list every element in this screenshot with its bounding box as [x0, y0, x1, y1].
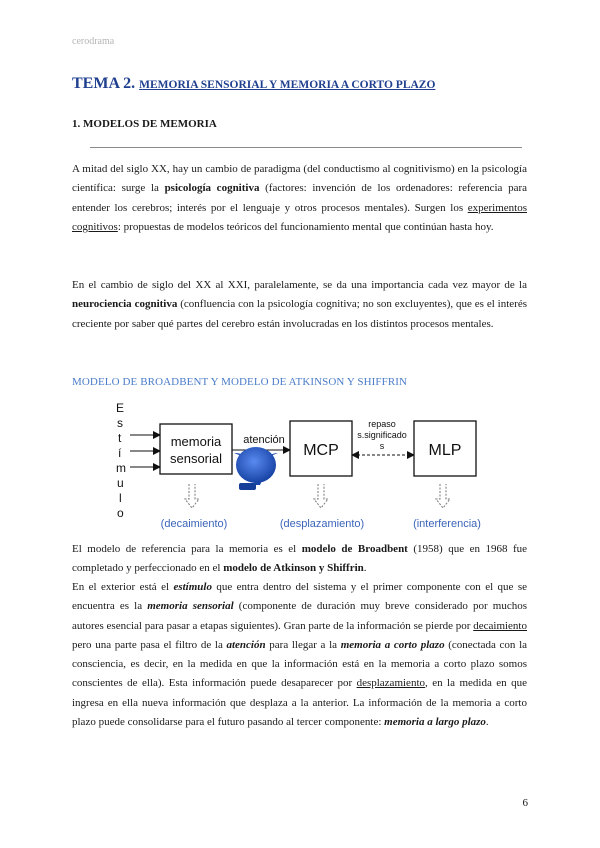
displacement-arrow-icon [314, 484, 328, 508]
paragraph-neurociencia [72, 276, 527, 334]
text-run: (confluencia con la psicología cognitiva; no son excluyentes), que es el interés creciente por saber qué partes del cerebro están involucradas en los distintos procesos mentales. [72, 298, 527, 330]
text-run: , en la medida en que ingresa en ella nueva información que desplaza a la anterior. La información de la memoria a corto plazo puede consolidarse para el futuro pasando al tercer componente: [72, 677, 528, 729]
paragraph-reference-model [72, 540, 527, 579]
page-title [72, 75, 435, 93]
text-run: pero una parte pasa el filtro de la [72, 638, 227, 651]
decay-label: (decaimiento) [160, 518, 228, 530]
bolditalic-atencion: atención [226, 638, 266, 651]
header-watermark: cerodrama [72, 36, 115, 47]
text-run: que entra dentro del sistema y el primer componente con el que se encuentra es la [72, 581, 527, 613]
text-run: (factores: invención de los ordenadores: referencia para entender los cerebros; interés por el lenguaje y otros procesos mentales). Surgen los [72, 182, 527, 214]
decay-arrow-icon [185, 484, 199, 508]
underlined-experimentos: experimentos cognitivos [72, 201, 527, 233]
stimulus-letter: o [117, 506, 124, 520]
stimulus-letters [116, 401, 126, 520]
stimulus-letter: m [116, 461, 126, 475]
stimulus-letter: u [117, 476, 124, 490]
mcp-label: MCP [303, 442, 339, 459]
text-run: (conectada con la consciencia, es decir, en la medida en que la información está en la memoria a corto plazo somos conscientes de ella). Esta información puede desaparecer por [72, 638, 528, 690]
section-divider [90, 147, 522, 148]
stimulus-letter: t [118, 431, 122, 445]
bolditalic-estimulo: estímulo [173, 581, 212, 593]
displacement-label: (desplazamiento) [279, 518, 365, 530]
underlined-decaimiento: decaimiento [473, 619, 527, 632]
stimulus-letter: s [117, 416, 123, 430]
text-run: (componente de duración muy breve considerado por muchos autores esencial para pasar a etapas siguientes). Gran parte de la información se pierde por [72, 600, 527, 632]
repaso-label-3: s [379, 441, 385, 451]
stimulus-letter: E [116, 401, 125, 415]
bolditalic-memoria-corto-plazo: memoria a corto plazo [340, 638, 445, 651]
repaso-label-1: repaso [368, 419, 396, 429]
text-run: En el cambio de siglo del XX al XXI, paralelamente, se da una importancia cada vez mayor de la [72, 279, 527, 291]
funnel-spout [239, 483, 256, 490]
section-heading-modelos: 1. MODELOS DE MEMORIA [72, 118, 217, 130]
text-run: (1958) que en 1968 fue completado y perfeccionado en el [72, 543, 528, 575]
bolditalic-memoria-sensorial: memoria sensorial [147, 600, 234, 613]
text-run: para llegar a la [265, 638, 341, 651]
interference-arrow-icon [436, 484, 450, 508]
title-main: TEMA 2. [72, 75, 136, 92]
text-run: El modelo de referencia para la memoria es el [72, 543, 302, 555]
bold-neurociencia-cognitiva: neurociencia cognitiva [72, 298, 178, 311]
section-heading-broadbent: MODELO DE BROADBENT Y MODELO DE ATKINSON Y SHIFFRIN [72, 376, 408, 388]
page-number: 6 [522, 797, 528, 809]
attention-funnel-icon [234, 447, 278, 490]
title-subtitle: MEMORIA SENSORIAL Y MEMORIA A CORTO PLAZO [139, 79, 436, 91]
funnel-bowl [236, 447, 276, 483]
bold-psicologia-cognitiva: psicología cognitiva [164, 182, 260, 195]
text-run: A mitad del siglo XX, hay un cambio de paradigma (del conductismo al cognitivismo) en la psicología científica: surge la [72, 163, 527, 195]
paragraph-paradigm [72, 160, 527, 237]
text-run: En el exterior está el [72, 581, 174, 593]
attention-label: atención [243, 434, 285, 446]
bold-modelo-broadbent: modelo de Broadbent [301, 543, 408, 555]
memory-model-diagram [110, 395, 510, 535]
repaso-label-2: s.significado [357, 430, 407, 440]
stimulus-letter: í [118, 446, 122, 460]
paragraph-model-description [72, 578, 527, 732]
diagram-svg [110, 395, 510, 535]
mlp-label: MLP [428, 442, 462, 459]
text-run: . [485, 716, 489, 729]
sensory-box-label-2: sensorial [169, 451, 223, 466]
text-run: : propuestas de modelos teóricos del funcionamiento mental que continúan hasta hoy. [117, 220, 494, 233]
sensory-box-label-1: memoria [170, 434, 222, 449]
interference-label: (interferencia) [413, 518, 481, 530]
bold-modelo-atkinson: modelo de Atkinson y Shiffrin [223, 562, 364, 575]
loss-arrows [185, 484, 450, 508]
text-run: . [363, 562, 367, 575]
sensory-memory-box [160, 424, 232, 474]
stimulus-letter: l [119, 491, 122, 505]
bolditalic-memoria-largo-plazo: memoria a largo plazo [384, 716, 486, 729]
underlined-desplazamiento: desplazamiento [356, 677, 425, 690]
